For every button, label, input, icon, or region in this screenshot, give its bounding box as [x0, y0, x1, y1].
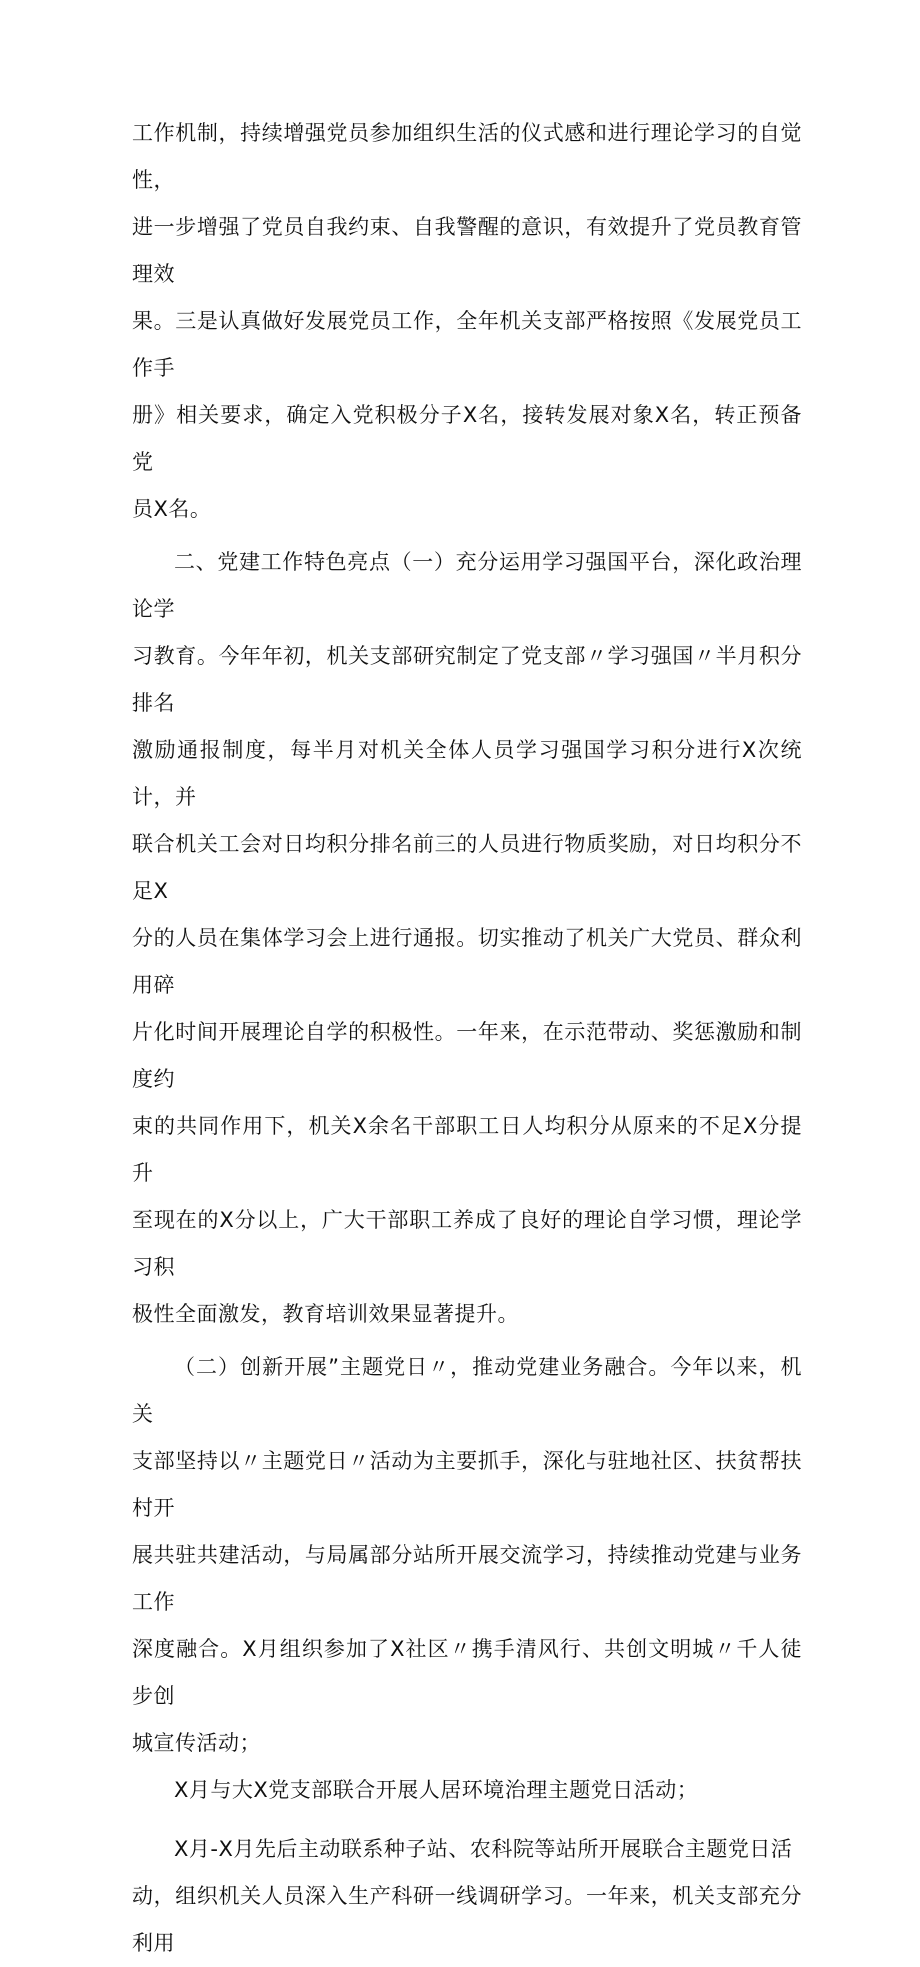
- text-line: 支部坚持以〃主题党日〃活动为主要抓手，深化与驻地社区、扶贫帮扶村开: [132, 1449, 802, 1520]
- text-line: 激励通报制度，每半月对机关全体人员学习强国学习积分进行X次统计，并: [132, 738, 802, 809]
- text-line: 习教育。今年年初，机关支部研究制定了党支部〃学习强国〃半月积分排名: [132, 644, 802, 715]
- text-line: 联合机关工会对日均积分排名前三的人员进行物质奖励，对日均积分不足X: [132, 832, 802, 903]
- paragraph-mechanism: [132, 110, 802, 533]
- text-line: 二、党建工作特色亮点（一）充分运用学习强国平台，深化政治理论学: [132, 550, 802, 621]
- text-line: 极性全面激发，教育培训效果显著提升。: [132, 1302, 519, 1326]
- text-line: 员X名。: [132, 497, 212, 521]
- text-line: 至现在的X分以上，广大干部职工养成了良好的理论自学习惯，理论学习积: [132, 1208, 802, 1279]
- paragraph-theme-day: [132, 1344, 802, 1767]
- document-body: [132, 110, 802, 1967]
- paragraph-joint-activities: [132, 1826, 802, 1967]
- paragraph-environment: [132, 1767, 802, 1814]
- text-line: X月-X月先后主动联系种子站、农科院等站所开展联合主题党日活: [174, 1837, 793, 1861]
- text-line: 进一步增强了党员自我约束、自我警醒的意识，有效提升了党员教育管理效: [132, 215, 802, 286]
- text-line: 片化时间开展理论自学的积极性。一年来，在示范带动、奖惩激励和制度约: [132, 1020, 802, 1091]
- text-line: 果。三是认真做好发展党员工作，全年机关支部严格按照《发展党员工作手: [132, 309, 802, 380]
- text-line: 展共驻共建活动，与局属部分站所开展交流学习，持续推动党建与业务工作: [132, 1543, 802, 1614]
- text-line: 动，组织机关人员深入生产科研一线调研学习。一年来，机关支部充分利用: [132, 1884, 802, 1955]
- text-line: 工作机制，持续增强党员参加组织生活的仪式感和进行理论学习的自觉性，: [132, 121, 802, 192]
- paragraph-highlights: [132, 539, 802, 1338]
- text-line: 深度融合。X月组织参加了X社区〃携手清风行、共创文明城〃千人徒步创: [132, 1637, 802, 1708]
- text-line: 册》相关要求，确定入党积极分子X名，接转发展对象X名，转正预备党: [132, 403, 802, 474]
- text-line: 束的共同作用下，机关X余名干部职工日人均积分从原来的不足X分提升: [132, 1114, 802, 1185]
- text-line: （二）创新开展”主题党日〃，推动党建业务融合。今年以来，机关: [132, 1355, 802, 1426]
- text-line: 分的人员在集体学习会上进行通报。切实推动了机关广大党员、群众利用碎: [132, 926, 802, 997]
- text-line: X月与大X党支部联合开展人居环境治理主题党日活动；: [174, 1778, 699, 1802]
- text-line: 城宣传活动；: [132, 1731, 261, 1755]
